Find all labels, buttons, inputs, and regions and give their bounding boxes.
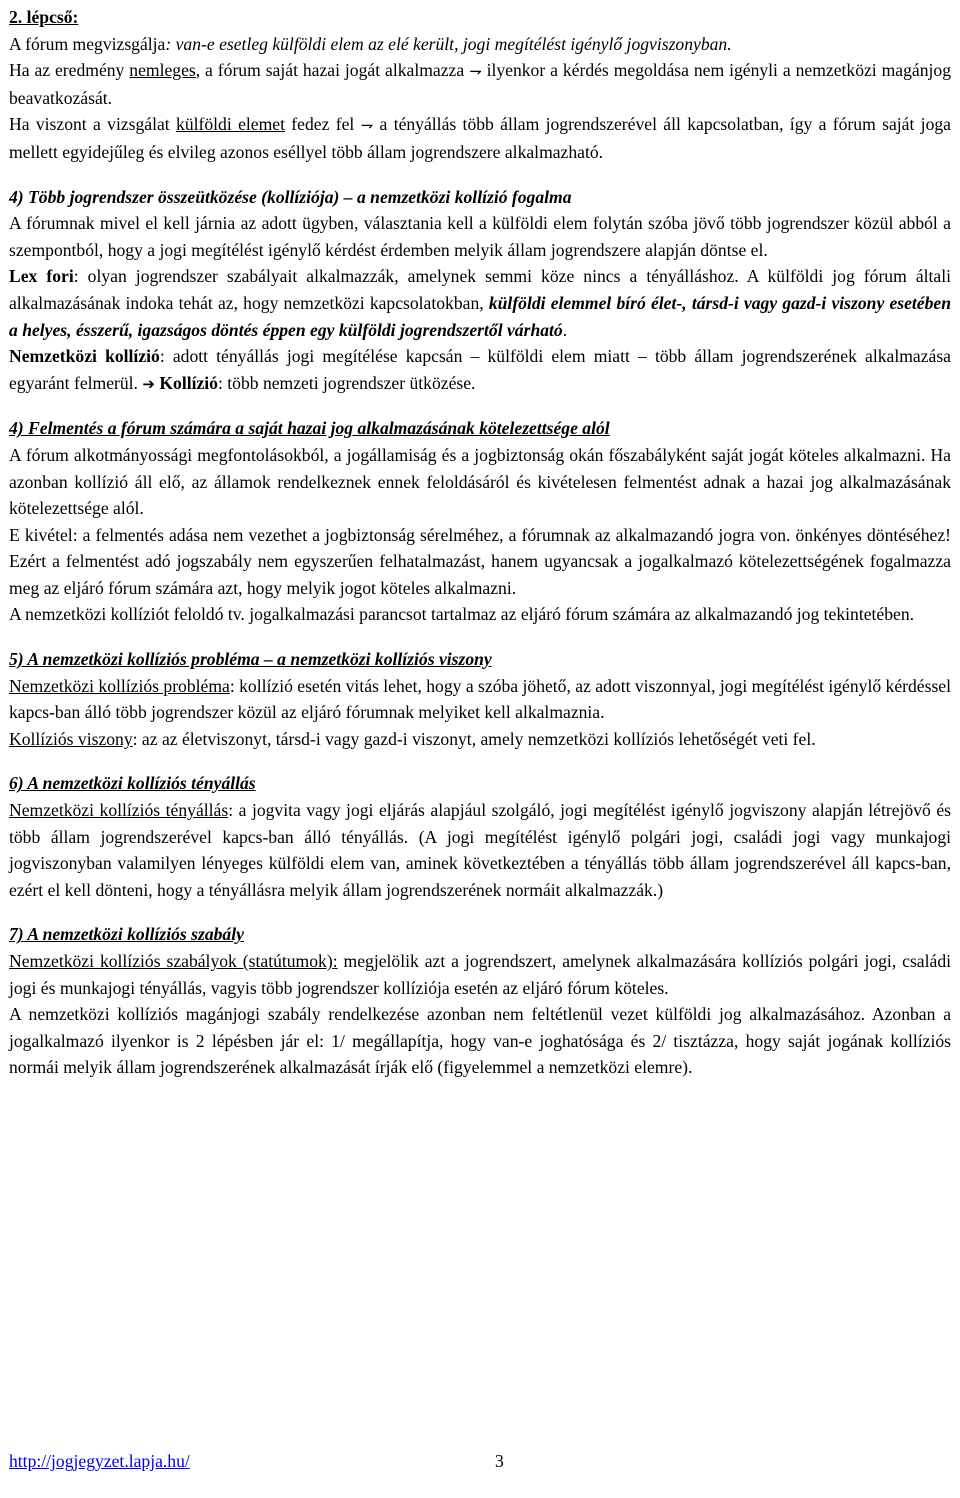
text: : a jogvita vagy jogi eljárás alapjául szolgáló, jogi megítélést igénylő jogviszony alapján létrejövő és több állam jogrendszerével kapcs-ban álló tényállás. (A jogi megítélést igénylő polgári jogi, családi jogi vagy munkajogi jogviszonyban valamilyen lényeges külföldi elem van, aminek következtében a tényállás több állam jogrendszerével áll kapcs-ban, ezért el kell dönteni, hogy a tényállásra melyik állam jogrendszerének normáit alkalmazzák.) bbox=[9, 800, 951, 900]
section-heading-exemption: 4) Felmentés a fórum számára a saját hazai jog alkalmazásának kötelezettsége alól bbox=[9, 418, 610, 439]
text-bold-italic: külföldi elemmel bíró élet-, társd-i vagy gazd-i viszony esetében a helyes, ésszerű, igazságos döntés éppen egy külföldi jogrendszertől várható bbox=[9, 292, 951, 340]
right-arrow-icon: ➔ bbox=[142, 374, 155, 393]
collision-paragraph-2 bbox=[9, 263, 951, 343]
term-collision-relation: Kollíziós viszony bbox=[9, 728, 133, 749]
text: A fórum megvizsgálja bbox=[9, 33, 166, 54]
exemption-paragraph-3: A nemzetközi kollíziót feloldó tv. jogalkalmazási parancsot tartalmaz az eljáró fórum számára az alkalmazandó jog tekintetében. bbox=[9, 604, 915, 625]
term-collision: Kollízió bbox=[159, 372, 218, 393]
term-statutes: (statútumok): bbox=[236, 951, 338, 971]
text: a tényállás több állam jogrendszerével áll kapcsolatban, így a fórum saját joga mellett egyidejűleg és elvileg azonos eséllyel több állam jogrendszere alkalmazható. bbox=[9, 114, 951, 162]
spacer bbox=[9, 903, 951, 921]
section-heading-collision: 4) Több jogrendszer összeütközése (kollíziója) – a nemzetközi kollízió fogalma bbox=[9, 186, 572, 207]
term-collision-rules: Nemzetközi kollíziós szabályok bbox=[9, 951, 237, 971]
spacer bbox=[9, 166, 951, 184]
text: Ha viszont a vizsgálat bbox=[9, 114, 177, 135]
text-underlined: külföldi elemet bbox=[176, 114, 285, 135]
arrow-icon: ⇁ bbox=[469, 62, 482, 81]
step-paragraph-1 bbox=[9, 31, 951, 58]
text: ilyenkor a kérdés megoldása nem igényli a nemzetközi magánjog beavatkozását. bbox=[9, 60, 951, 108]
section-heading-collision-facts: 6) A nemzetközi kollíziós tényállás bbox=[9, 773, 256, 794]
text: : több nemzeti jogrendszer ütközése. bbox=[217, 372, 476, 393]
step-title-text: 2. lépcső: bbox=[9, 7, 79, 27]
text: fedez fel bbox=[284, 114, 361, 135]
text: : adott tényállás jogi megítélése kapcsán – külföldi elem miatt – több állam jogrendszerének alkalmazása egyaránt felmerül. bbox=[9, 346, 951, 393]
text: megjelölik azt a jogrendszert, amelynek alkalmazására kollíziós polgári jogi, családi jogi és munkajogi tényállás, vagyis több jogrendszer kollíziója esetén az eljáró fórum köteles. bbox=[9, 951, 952, 998]
term-collision-facts: Nemzetközi kollíziós tényállás bbox=[9, 800, 229, 821]
collision-rule-paragraph-2: A nemzetközi kollíziós magánjogi szabály rendelkezése azonban nem feltétlenül vezet külföldi jog alkalmazásához. Azonban a jogalkalmazó ilyenkor is 2 lépésben jár el: 1/ megállapítja, hogy van-e joghatósága és 2/ tisztázza, hogy saját jogának kollíziós normái melyik állam jogrendszerének alkalmazását írják elő (figyelemmel a nemzetközi elemre). bbox=[9, 1004, 951, 1078]
exemption-paragraph-1: A fórum alkotmányossági megfontolásokból, a jogállamiság és a jogbiztonság okán főszabályként saját jogát köteles alkalmazni. Ha azonban kollízió áll elő, az államok rendelkeznek ennek feloldásáról és kivételesen felmentést adnak a hazai jog alkalmazásának kötelezettsége alól. bbox=[9, 444, 951, 519]
collision-problem-paragraph-2 bbox=[9, 726, 951, 753]
collision-rule-paragraph-1 bbox=[9, 948, 951, 1001]
page-number: 3 bbox=[495, 1451, 504, 1471]
collision-facts-paragraph-1 bbox=[9, 797, 951, 903]
spacer bbox=[9, 397, 951, 415]
step-paragraph-2 bbox=[9, 57, 951, 111]
text-italic: : van-e esetleg külföldi elem az elé került, jogi megítélést igénylő jogviszonyban. bbox=[165, 33, 732, 54]
text: : az az életviszonyt, társd-i vagy gazd-i viszonyt, amely nemzetközi kollíziós lehetőségét veti fel. bbox=[132, 728, 816, 749]
term-international-collision: Nemzetközi kollízió bbox=[9, 346, 160, 367]
collision-problem-paragraph-1 bbox=[9, 673, 951, 726]
step-paragraph-3 bbox=[9, 111, 951, 165]
term-collision-problem: Nemzetközi kollíziós probléma bbox=[9, 675, 230, 696]
section-heading-collision-problem: 5) A nemzetközi kollíziós probléma – a nemzetközi kollíziós viszony bbox=[9, 649, 492, 670]
text: , a fórum saját hazai jogát alkalmazza bbox=[195, 60, 470, 81]
spacer bbox=[9, 628, 951, 646]
section-heading-collision-rule: 7) A nemzetközi kollíziós szabály bbox=[9, 924, 244, 945]
term-lex-fori: Lex fori bbox=[9, 266, 74, 287]
collision-paragraph-3 bbox=[9, 343, 951, 397]
step-title bbox=[9, 4, 951, 31]
page-footer bbox=[9, 1448, 504, 1474]
text: . bbox=[562, 319, 568, 340]
exemption-paragraph-2: E kivétel: a felmentés adása nem vezethet a jogbiztonság sérelméhez, a fórumnak az alkalmazandó jogra von. önkényes döntéséhez! Ezért a felmentést adó jogszabály nem egyszerűen felhatalmazást, hanem ugyancsak a jogalkalmazó kötelezettségének fogalmazza meg az eljáró fórum számára azt, hogy melyik jogot köteles alkalmazni. bbox=[9, 524, 951, 598]
text: Ha az eredmény bbox=[9, 60, 130, 81]
text: : olyan jogrendszer szabályait alkalmazzák, amelynek semmi köze nincs a tényálláshoz. A külföldi jog fórum általi alkalmazásának indoka tehát az, hogy nemzetközi kapcsolatokban, bbox=[9, 266, 952, 313]
spacer bbox=[9, 752, 951, 770]
footer-link[interactable]: http://jogjegyzet.lapja.hu/ bbox=[9, 1451, 190, 1471]
text: : kollízió esetén vitás lehet, hogy a szóba jöhető, az adott viszonnyal, jogi megítélést igénylő kérdéssel kapcs-ban álló több jogrendszer közül az eljáró fórumnak melyiket kell alkalmaznia. bbox=[9, 675, 951, 723]
text-underlined: nemleges bbox=[129, 60, 196, 81]
arrow-icon: ⇁ bbox=[360, 116, 374, 135]
collision-paragraph-1: A fórumnak mivel el kell járnia az adott ügyben, választania kell a külföldi elem folytán szóba jövő több jogrendszer közül abból a szempontból, hogy a jogi megítélést igénylő kérdést érdemben melyik állam jogrendszere alapján döntse el. bbox=[9, 213, 951, 260]
